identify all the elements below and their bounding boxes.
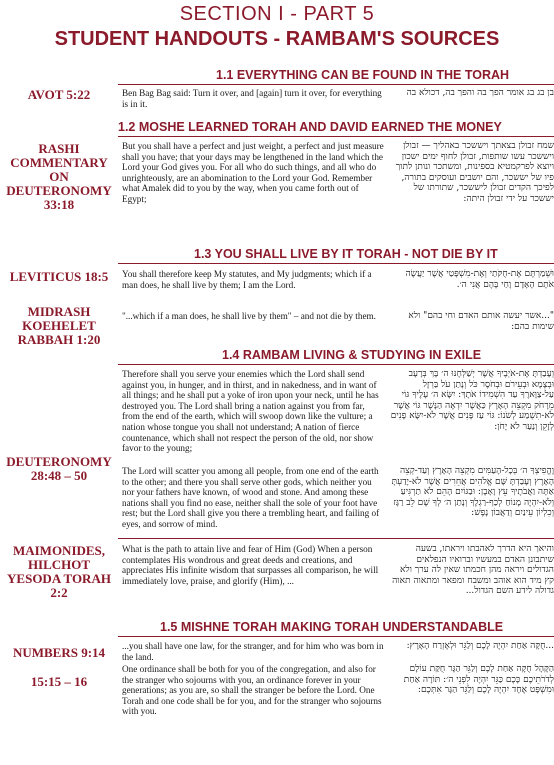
english-text-avot: Ben Bag Bag said: Turn it over, and [again] turn it over, for everything is in it. <box>122 88 382 109</box>
english-text-numbers-1: ...you shall have one law, for the stranger, and for him who was born in the land. <box>122 641 384 662</box>
section-title-1-5: 1.5 MISHNE TORAH MAKING TORAH UNDERSTANDABLE <box>160 620 504 634</box>
section-divider <box>118 538 554 539</box>
hebrew-text-numbers-1: ...חֻקָּה אַחַת יִהְיֶה לָכֶם וְלַגֵּר וּלְאֶזְרַח הָאָרֶץ: <box>406 641 554 651</box>
english-text-deuteronomy-1: Therefore shall you serve your enemies which the Lord shall send against you, in hunger, and in thirst, and in nakedness, and in want of all things; and he shall put a yoke of iron upon your neck, until he has destroyed you. The Lord shall bring a nation against you from far, from the end of the earth, which will swoop down like the vulture; a nation whose tongue you shall not understand; A nation of fierce countenance, which shall not respect the person of the old, nor show favor to the young; <box>122 369 379 454</box>
english-text-midrash: "...which if a man does, he shall live by them" – and not die by them. <box>122 311 376 321</box>
section-title-1-3: 1.3 YOU SHALL LIVE BY IT TORAH - NOT DIE BY IT <box>194 247 498 261</box>
section-title-1-1: 1.1 EVERYTHING CAN BE FOUND IN THE TORAH <box>216 68 510 82</box>
hebrew-text-deuteronomy-2: וֶהֱפִיצְךָ ה׳ בְּכָל-הָעַמִּים מִקְצֵה הָאָרֶץ וְעַד-קְצֵה הָאָרֶץ וְעָבַדְתָּ שָּׁם אֱלֹהִים אֲחֵרִים אֲשֶׁר לֹא-יָדַעְתָּ אַתָּה וַאֲבֹתֶיךָ עֵץ וָאָבֶן: וּבַגּוֹיִם הָהֵם לֹא תַרְגִּיעַ וְלֹא-יִהְיֶה מָנוֹחַ לְכַף-רַגְלֶךָ וְנָתַן ה׳ לְךָ שָׁם לֵב רַגָּז וְכִלְיוֹן עֵינַיִם וְדַאֲבוֹן נָפֶשׁ: <box>391 466 554 519</box>
page-title: STUDENT HANDOUTS - RAMBAM'S SOURCES <box>54 28 500 50</box>
english-text-rashi: But you shall have a perfect and just weight, a perfect and just measure shall you have; that your days may be lengthened in the land which the Lord your God gives you. For all who do such things, and all who do unrighteously, are an abomination to the Lord your God. Remember what Amalek did to you by the way, when you came forth out of Egypt; <box>122 141 384 204</box>
section-divider <box>118 636 554 637</box>
section-heading: SECTION I - PART 5 <box>179 3 375 25</box>
section-title-1-4: 1.4 RAMBAM LIVING & STUDYING IN EXILE <box>222 348 482 362</box>
section-divider <box>118 136 554 137</box>
source-leviticus: LEVITICUS 18:5 <box>9 269 109 284</box>
section-divider <box>118 84 554 85</box>
source-numbers-2: 15:15 – 16 <box>30 674 88 689</box>
source-deuteronomy: DEUTERONOMY 28:48 – 50 <box>6 454 112 483</box>
hebrew-text-avot: בן בג בג אומר הפך בה והפך בה, דכולא בה <box>406 88 554 98</box>
english-text-leviticus: You shall therefore keep My statutes, and My judgments; which if a man does, he shall live by them; I am the Lord. <box>122 269 372 290</box>
english-text-maimonides: What is the path to attain live and fear of Him (God) When a person contemplates His wondrous and great deeds and creations, and appreciates His infinite wisdom that surpasses all comparison, he will immediately love, praise, and glorify (Him), ... <box>122 544 379 586</box>
hebrew-text-leviticus: וּשְׁמַרְתֶּם אֶת-חֻקֹּתַי וְאֶת-מִשְׁפָּטַי אֲשֶׁר יַעֲשֶׂה אֹתָם הָאָדָם וָחַי בָּהֶם אֲנִי ה׳. <box>405 269 554 290</box>
section-divider <box>118 364 554 365</box>
hebrew-text-maimonides: והיאך היא הדרך לאהבתו ויראתו, בשעה שיתבונן האדם במעשיו וברואיו הנפלאים הגדולים ויראה מהן חכמתו שאין לה ערך ולא קץ מיד הוא אוהב ומשבח ומפאר ומתאוה תאוה גדולה לידע השם הגדול... <box>392 544 554 597</box>
english-text-deuteronomy-2: The Lord will scatter you among all people, from one end of the earth to the other; and there you shall serve other gods, which neither you nor your fathers have known, of wood and stone. And among these nations shall you find no ease, neither shall the sole of your foot have rest; but the Lord shall give you there a trembling heart, and failing of eyes, and sorrow of mind. <box>122 466 380 529</box>
hebrew-text-rashi: שמח זבולן בצאתך ויששכר באהליך — זבולן ויששכר עשו שותפות, זבולן לחוף ימים ישכון ויוצא לפרקמטיא בספינות, ומשתכר ונותן לתוך פיו של יששכר, והם יושבים ועוסקים בתורה, לפיכך הקדים זבולן ליששכר, שתורתו של יששכר על ידי זבולן היתה: <box>395 141 554 204</box>
source-midrash: MIDRASH KOEHELET RABBAH 1:20 <box>17 304 101 347</box>
source-rashi: RASHI COMMENTARY ON DEUTERONOMY 33:18 <box>6 141 112 212</box>
english-text-numbers-2: One ordinance shall be both for you of the congregation, and also for the stranger who sojourns with you, an ordinance forever in your generations; as you are, so shall the stranger be before the Lord. One Torah and one code shall be for you, and for the stranger who sojourns with you. <box>122 664 382 717</box>
source-numbers: NUMBERS 9:14 <box>12 645 106 660</box>
hebrew-text-deuteronomy-1: וְעָבַדְתָּ אֶת-אֹיְבֶיךָ אֲשֶׁר יְשַׁלְּחֶנּוּ ה׳ בָּךְ בְּרָעָב וּבְצָמָא וּבְעֵירֹם וּבְחֹסֶר כֹּל וְנָתַן עֹל בַּרְזֶל עַל-צַוָּארֶךָ עַד הִשְׁמִידוֹ אֹתָךְ: יִשָּׂא ה׳ עָלֶיךָ גּוֹי מֵרָחֹק מִקְצֵה הָאָרֶץ כַּאֲשֶׁר יִדְאֶה הַנָּשֶׁר גּוֹי אֲשֶׁר לֹא-תִשְׁמַע לְשֹׁנוֹ: גּוֹי עַז פָּנִים אֲשֶׁר לֹא-יִשָּׂא פָנִים לְזָקֵן וְנַעַר לֹא יָחֹן: <box>390 369 554 432</box>
source-avot: AVOT 5:22 <box>27 87 91 102</box>
section-title-1-2: 1.2 MOSHE LEARNED TORAH AND DAVID EARNED THE MONEY <box>118 120 502 134</box>
section-divider <box>118 263 554 264</box>
hebrew-text-midrash: "...אשר יעשה אותם האדם וחי בהם" ולא שימות בהם: <box>408 311 554 332</box>
hebrew-text-numbers-2: הַקָּהָל חֻקָּה אַחַת לָכֶם וְלַגֵּר הַגָּר חֻקַּת עוֹלָם לְדֹרֹתֵיכֶם כָּכֶם כַּגֵּר יִהְיֶה לִפְנֵי ה׳: תּוֹרָה אַחַת וּמִשְׁפָּט אֶחָד יִהְיֶה לָכֶם וְלַגֵּר הַגָּר אִתְּכֶם: <box>403 664 554 696</box>
source-maimonides: MAIMONIDES, HILCHOT YESODA TORAH 2:2 <box>7 543 111 600</box>
